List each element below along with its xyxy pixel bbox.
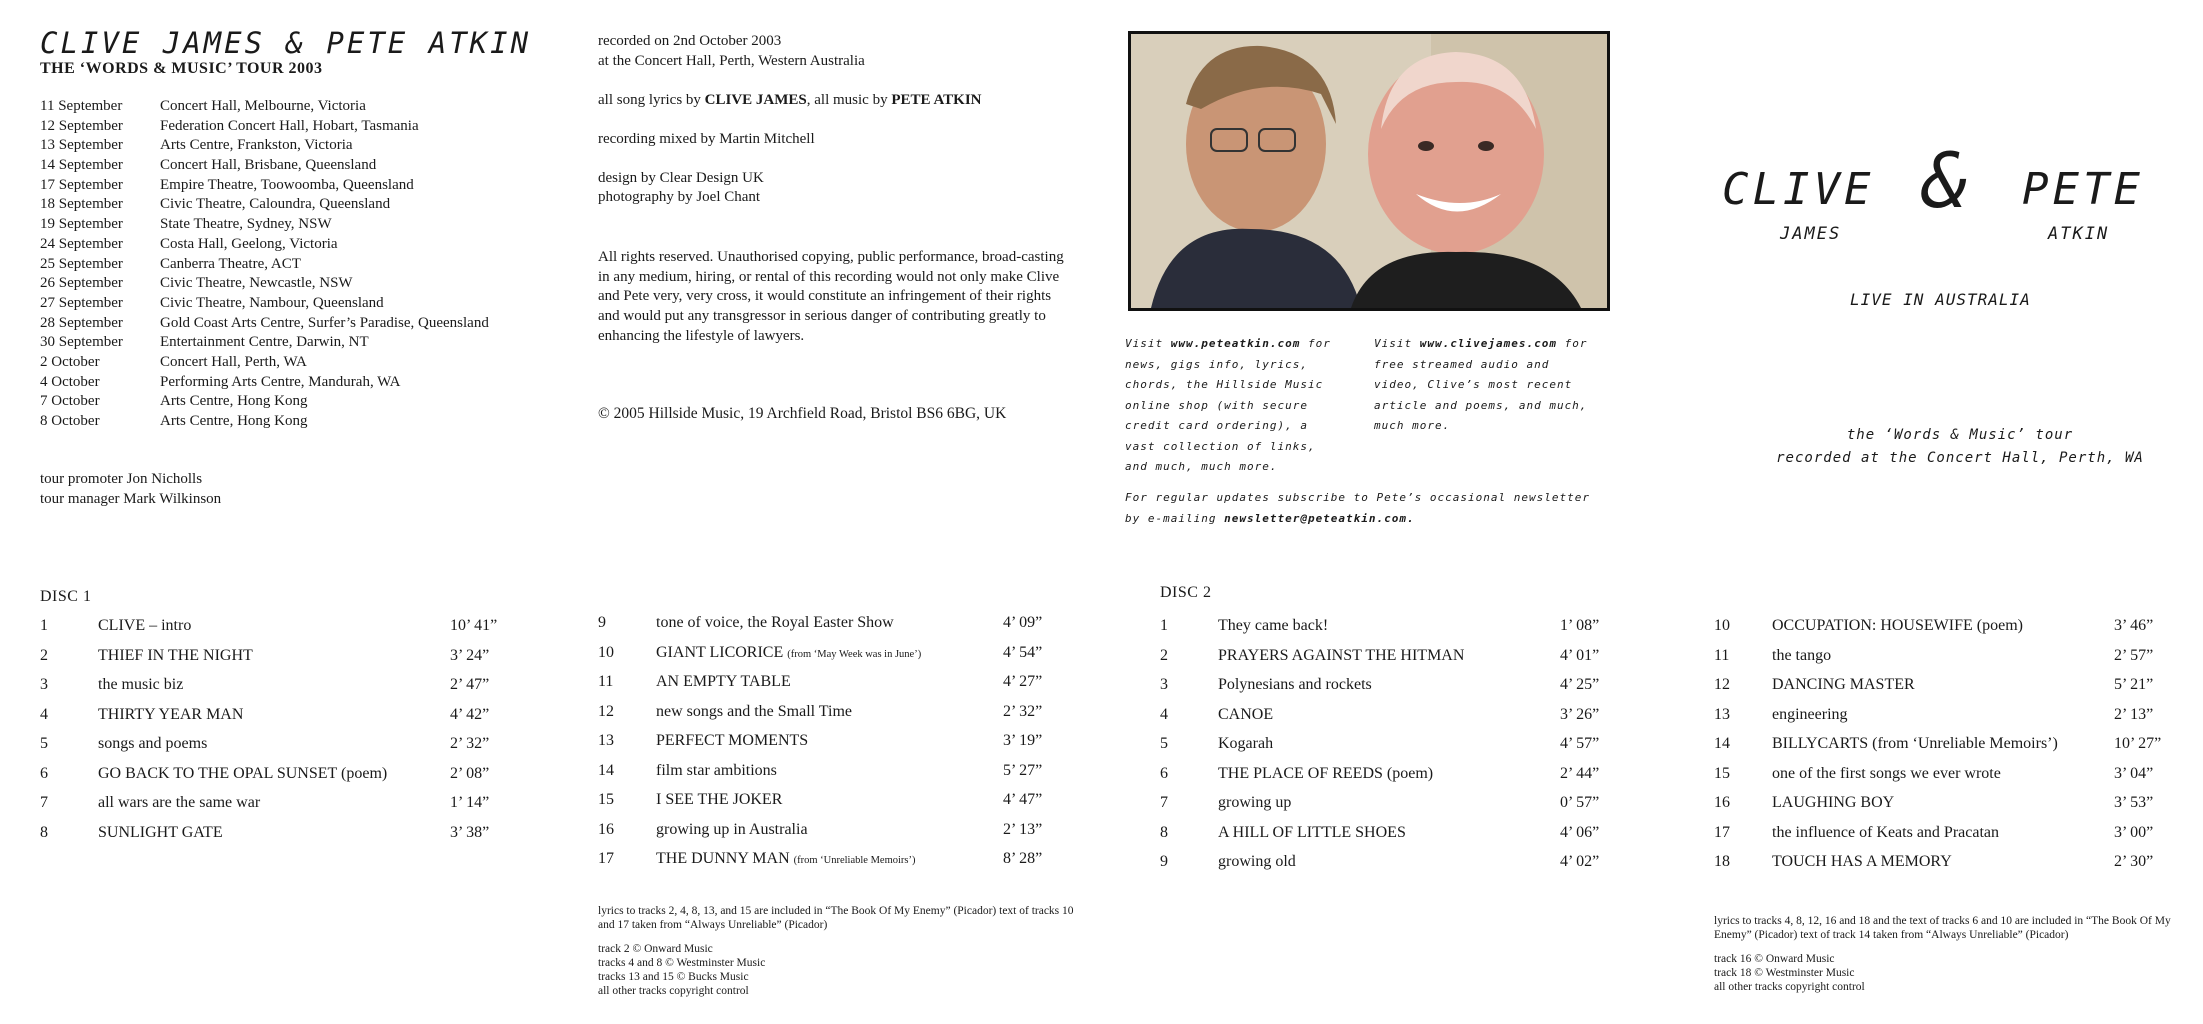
track-title: LAUGHING BOY: [1772, 794, 1895, 811]
tour-date-row: [40, 97, 489, 117]
track-row: [1714, 824, 2174, 854]
track-title-cell: [1218, 765, 1560, 783]
tour-date: 8 October: [40, 413, 100, 429]
disc1-notes: [598, 904, 1088, 998]
tour-date: 24 September: [40, 235, 123, 252]
photo-illustration: [1131, 34, 1607, 308]
track-title: THIRTY YEAR MAN: [98, 705, 244, 723]
tour-subtitle: THE ‘WORDS & MUSIC’ TOUR 2003: [40, 60, 323, 77]
track-time: 3’ 19”: [1003, 732, 1043, 749]
track-time: 4’ 57”: [1560, 735, 1600, 752]
track-title-cell: [1772, 794, 2114, 812]
logo-ampersand: &: [1922, 136, 1969, 225]
track-source: (from ‘May Week was in June’): [787, 648, 922, 660]
track-title-cell: [1772, 765, 2114, 783]
track-title: SUNLIGHT GATE: [98, 823, 223, 841]
disc1-tracklist-b: [598, 614, 1063, 880]
cover-tour-name: the ‘Words & Music’ tour: [1846, 427, 2074, 443]
track-number: 8: [40, 823, 48, 841]
tour-venue: Gold Coast Arts Centre, Surfer’s Paradise, Queensland: [160, 314, 489, 331]
disc2-notes: [1714, 914, 2184, 994]
track-time: 3’ 04”: [2114, 764, 2154, 782]
disc2-publisher-1: track 16 © Onward Music: [1714, 953, 1835, 965]
disc2-publisher-3: all other tracks copyright control: [1714, 981, 1865, 993]
track-title-cell: [1772, 617, 2114, 635]
track-number: 12: [598, 702, 614, 720]
track-time: 3’ 26”: [1560, 705, 1600, 723]
disc1-tracklist-a: [40, 617, 510, 853]
track-number: 5: [1160, 735, 1168, 752]
tour-date: 14 September: [40, 157, 123, 174]
track-number: 4: [1160, 705, 1168, 723]
track-title-cell: [1772, 853, 2114, 871]
tour-venue: Arts Centre, Hong Kong: [160, 413, 308, 429]
music-prefix: , all music by: [806, 91, 892, 108]
track-number: 5: [40, 735, 48, 752]
track-time: 1’ 14”: [450, 794, 490, 811]
tour-venue: State Theatre, Sydney, NSW: [160, 216, 332, 233]
logo-pete: PETE: [2022, 164, 2144, 215]
track-number: 3: [40, 676, 48, 693]
track-title-cell: [656, 850, 1003, 868]
track-row: [1160, 735, 1620, 765]
tour-venue: Costa Hall, Geelong, Victoria: [160, 235, 338, 252]
track-title: Kogarah: [1218, 735, 1274, 752]
tour-date-row: [40, 255, 489, 275]
cover-logo: [1722, 136, 2172, 250]
track-time: 10’ 41”: [450, 617, 498, 634]
tour-date-row: [40, 314, 489, 334]
track-row: [1714, 617, 2174, 647]
clive-visit-prefix: Visit: [1374, 337, 1420, 350]
track-title-cell: [656, 762, 1003, 780]
track-title: BILLYCARTS (from ‘Unreliable Memoirs’): [1772, 735, 2058, 752]
track-title-cell: [656, 791, 1003, 809]
track-row: [1714, 765, 2174, 795]
clive-website-blurb: [1374, 334, 1594, 437]
track-number: 1: [1160, 617, 1168, 634]
track-row: [598, 791, 1063, 821]
track-row: [1714, 647, 2174, 677]
tour-date-row: [40, 176, 489, 196]
track-number: 2: [1160, 646, 1168, 664]
track-row: [1714, 735, 2174, 765]
track-title-cell: [98, 676, 450, 694]
logo-james: JAMES: [1780, 224, 1842, 244]
track-time: 4’ 02”: [1560, 853, 1600, 870]
tour-venue: Concert Hall, Melbourne, Victoria: [160, 98, 366, 114]
track-time: 3’ 53”: [2114, 794, 2154, 811]
disc1-publisher-2: tracks 4 and 8 © Westminster Music: [598, 957, 766, 969]
track-row: [1160, 765, 1620, 795]
track-number: 11: [1714, 646, 1730, 664]
track-title-cell: [1218, 706, 1560, 724]
tour-venue: Performing Arts Centre, Mandurah, WA: [160, 373, 401, 390]
track-number: 10: [598, 643, 614, 661]
tour-promoter: tour promoter Jon Nicholls: [40, 471, 203, 487]
tour-date-row: [40, 195, 489, 215]
track-title: tone of voice, the Royal Easter Show: [656, 614, 894, 631]
track-title-cell: [656, 644, 1003, 662]
track-title: growing up: [1218, 794, 1292, 811]
tour-venue: Concert Hall, Brisbane, Queensland: [160, 157, 377, 174]
track-number: 13: [1714, 705, 1730, 723]
track-title: GO BACK TO THE OPAL SUNSET (poem): [98, 764, 388, 782]
track-time: 3’ 46”: [2114, 617, 2154, 634]
track-time: 2’ 30”: [2114, 853, 2154, 870]
track-number: 3: [1160, 676, 1168, 693]
track-title-cell: [98, 765, 450, 783]
track-title: engineering: [1772, 705, 1848, 723]
recorded-venue: at the Concert Hall, Perth, Western Australia: [598, 52, 865, 69]
tour-date: 27 September: [40, 294, 123, 311]
tour-venue: Civic Theatre, Nambour, Queensland: [160, 294, 384, 311]
track-time: 4’ 27”: [1003, 673, 1043, 690]
track-title: the music biz: [98, 676, 184, 693]
track-title-cell: [98, 794, 450, 812]
tour-date: 12 September: [40, 117, 123, 134]
track-time: 4’ 01”: [1560, 646, 1600, 664]
track-title-cell: [98, 735, 450, 753]
tour-date: 18 September: [40, 196, 123, 213]
tour-date-row: [40, 373, 489, 393]
track-time: 4’ 42”: [450, 705, 490, 723]
track-number: 15: [598, 791, 614, 808]
track-time: 2’ 44”: [1560, 764, 1600, 782]
track-title: Polynesians and rockets: [1218, 676, 1372, 693]
newsletter-blurb: [1125, 488, 1605, 529]
track-number: 14: [1714, 735, 1730, 752]
track-title-cell: [656, 732, 1003, 750]
track-time: 1’ 08”: [1560, 617, 1600, 634]
track-number: 8: [1160, 823, 1168, 841]
track-number: 15: [1714, 764, 1730, 782]
composer: PETE ATKIN: [891, 91, 982, 108]
newsletter-email[interactable]: newsletter@peteatkin.com.: [1224, 511, 1415, 525]
track-row: [598, 821, 1063, 851]
lyrics-prefix: all song lyrics by: [598, 91, 705, 108]
track-time: 2’ 08”: [450, 764, 490, 782]
track-row: [1714, 853, 2174, 883]
tour-date: 30 September: [40, 334, 123, 351]
track-row: [40, 765, 510, 795]
track-row: [598, 673, 1063, 703]
track-time: 5’ 21”: [2114, 676, 2154, 693]
tour-date: 28 September: [40, 314, 123, 331]
track-row: [1160, 824, 1620, 854]
track-title: one of the first songs we ever wrote: [1772, 764, 2001, 782]
tour-date: 26 September: [40, 275, 123, 292]
tour-date-row: [40, 412, 489, 432]
track-title: growing old: [1218, 853, 1296, 870]
track-row: [598, 703, 1063, 733]
track-time: 2’ 13”: [1003, 820, 1043, 838]
disc2-tracklist-a: [1160, 617, 1620, 883]
tour-date: 17 September: [40, 176, 123, 193]
lyricist: CLIVE JAMES: [704, 91, 807, 108]
track-row: [1160, 676, 1620, 706]
track-row: [1160, 647, 1620, 677]
tour-venue: Concert Hall, Perth, WA: [160, 353, 307, 370]
track-title-cell: [656, 614, 1003, 632]
tour-date: 13 September: [40, 137, 123, 154]
track-row: [1714, 676, 2174, 706]
disc1-lyrics-note: lyrics to tracks 2, 4, 8, 13, and 15 are included in “The Book Of My Enemy” (Picador) text of tracks 10 and 17 taken from “Always Unreliable” (Picador): [598, 905, 1074, 931]
tour-date-row: [40, 333, 489, 353]
cover-tour-line: [1770, 424, 2150, 470]
track-title: PERFECT MOMENTS: [656, 732, 809, 749]
recorded-date: recorded on 2nd October 2003: [598, 33, 782, 49]
track-time: 4’ 54”: [1003, 643, 1043, 661]
songwriting-credit: [598, 91, 1058, 111]
mix-credit: recording mixed by Martin Mitchell: [598, 130, 815, 147]
track-number: 16: [598, 820, 614, 838]
track-number: 16: [1714, 794, 1730, 811]
track-title: DANCING MASTER: [1772, 676, 1915, 693]
disc2-lyrics-note: lyrics to tracks 4, 8, 12, 16 and 18 and the text of tracks 6 and 10 are included in “The Book Of My Enemy” (Picador) text of track 14 taken from “Always Unreliable” (Picador): [1714, 915, 2171, 941]
rights-notice: All rights reserved. Unauthorised copying, public performance, broad-casting in any medium, hiring, or rental of this recording would not only make Clive and Pete very, very cross, it would constitute an infringement of their rights and would put any transgressor in serious danger of contributing greatly to enhancing the lifestyle of lawyers.: [598, 249, 1064, 344]
track-title: THE DUNNY MAN: [656, 850, 794, 867]
track-time: 0’ 57”: [1560, 794, 1600, 811]
tour-venue: Civic Theatre, Caloundra, Queensland: [160, 196, 391, 213]
credits-block: [598, 32, 1058, 227]
track-title: OCCUPATION: HOUSEWIFE (poem): [1772, 617, 2023, 634]
track-number: 7: [1160, 794, 1168, 811]
track-time: 2’ 47”: [450, 676, 490, 693]
cover-live-in-australia: LIVE IN AUSTRALIA: [1850, 290, 2031, 309]
tour-date-row: [40, 235, 489, 255]
track-time: 4’ 47”: [1003, 791, 1043, 808]
tour-venue: Arts Centre, Frankston, Victoria: [160, 137, 353, 154]
track-title: A HILL OF LITTLE SHOES: [1218, 823, 1406, 841]
track-title: I SEE THE JOKER: [656, 791, 783, 808]
tour-date-row: [40, 294, 489, 314]
clive-visit-text: for free streamed audio and video, Clive’s most recent article and poems, and much, much more.: [1374, 337, 1588, 432]
tour-date-row: [40, 136, 489, 156]
track-title-cell: [1772, 647, 2114, 665]
track-number: 9: [1160, 853, 1168, 870]
track-title: growing up in Australia: [656, 820, 808, 838]
tour-date: 25 September: [40, 255, 123, 272]
track-number: 7: [40, 794, 48, 811]
track-number: 13: [598, 732, 614, 749]
track-number: 6: [40, 764, 48, 782]
track-title: GIANT LICORICE: [656, 643, 788, 661]
artists-photo: [1128, 31, 1610, 311]
track-time: 3’ 00”: [2114, 823, 2154, 841]
logo-clive: CLIVE: [1722, 164, 1875, 215]
track-title: the tango: [1772, 646, 1832, 664]
track-title: They came back!: [1218, 617, 1329, 634]
tour-dates-list: [40, 97, 489, 432]
track-title: THIEF IN THE NIGHT: [98, 646, 253, 664]
tour-title: CLIVE JAMES & PETE ATKIN: [40, 26, 532, 60]
track-row: [40, 824, 510, 854]
tour-crew: [40, 470, 221, 509]
disc1-publisher-3: tracks 13 and 15 © Bucks Music: [598, 971, 749, 983]
track-number: 17: [1714, 823, 1730, 841]
track-row: [598, 614, 1063, 644]
track-title: CLIVE – intro: [98, 617, 192, 634]
track-title: all wars are the same war: [98, 794, 261, 811]
track-row: [40, 735, 510, 765]
track-title-cell: [98, 824, 450, 842]
pete-website-blurb: [1125, 334, 1345, 478]
tour-venue: Empire Theatre, Toowoomba, Queensland: [160, 176, 414, 193]
tour-venue: Federation Concert Hall, Hobart, Tasmania: [160, 117, 419, 134]
pete-visit-prefix: Visit: [1125, 337, 1171, 350]
track-number: 2: [40, 646, 48, 664]
track-row: [40, 794, 510, 824]
tour-date: 19 September: [40, 216, 123, 233]
recording-info: [598, 32, 1058, 71]
track-title: CANOE: [1218, 705, 1274, 723]
copyright-notice: © 2005 Hillside Music, 19 Archfield Road, Bristol BS6 6BG, UK: [598, 405, 1007, 422]
track-title-cell: [1218, 647, 1560, 665]
track-title: PRAYERS AGAINST THE HITMAN: [1218, 646, 1465, 664]
track-title-cell: [1218, 794, 1560, 812]
tour-venue: Canberra Theatre, ACT: [160, 255, 301, 272]
tour-date-row: [40, 353, 489, 373]
track-time: 8’ 28”: [1003, 850, 1043, 867]
track-row: [598, 644, 1063, 674]
clive-website-link[interactable]: www.clivejames.com: [1419, 337, 1557, 350]
track-number: 9: [598, 614, 606, 631]
logo-atkin: ATKIN: [2048, 224, 2110, 244]
pete-website-link[interactable]: www.peteatkin.com: [1170, 337, 1301, 350]
tour-date: 11 September: [40, 98, 123, 114]
track-row: [1160, 617, 1620, 647]
track-row: [40, 617, 510, 647]
track-number: 14: [598, 761, 614, 779]
track-time: 2’ 57”: [2114, 646, 2154, 664]
tour-date: 4 October: [40, 373, 100, 390]
track-title: film star ambitions: [656, 761, 777, 779]
track-time: 3’ 24”: [450, 646, 490, 664]
track-number: 18: [1714, 853, 1730, 870]
tour-date-row: [40, 215, 489, 235]
track-row: [40, 706, 510, 736]
track-row: [598, 762, 1063, 792]
disc2-tracklist-b: [1714, 617, 2174, 883]
disc2-publisher-2: track 18 © Westminster Music: [1714, 967, 1855, 979]
track-row: [1160, 794, 1620, 824]
track-number: 4: [40, 705, 48, 723]
track-title: AN EMPTY TABLE: [656, 673, 791, 690]
track-title: THE PLACE OF REEDS (poem): [1218, 764, 1434, 782]
track-title-cell: [1218, 735, 1560, 753]
design-credits: [598, 169, 1058, 208]
tour-date-row: [40, 274, 489, 294]
track-title-cell: [98, 706, 450, 724]
track-title-cell: [1218, 853, 1560, 871]
cover-recorded-at: recorded at the Concert Hall, Perth, WA: [1776, 450, 2144, 466]
tour-date-row: [40, 156, 489, 176]
track-row: [40, 676, 510, 706]
track-row: [40, 647, 510, 677]
track-row: [598, 850, 1063, 880]
tour-date: 2 October: [40, 353, 100, 370]
photography-credit: photography by Joel Chant: [598, 189, 761, 205]
track-title: the influence of Keats and Pracatan: [1772, 823, 2000, 841]
track-title-cell: [1772, 676, 2114, 694]
track-row: [1160, 853, 1620, 883]
track-number: 6: [1160, 764, 1168, 782]
track-title: TOUCH HAS A MEMORY: [1772, 853, 1952, 870]
disc2-label: DISC 2: [1160, 584, 1212, 601]
track-time: 4’ 06”: [1560, 823, 1600, 841]
track-title-cell: [1218, 824, 1560, 842]
track-title-cell: [656, 821, 1003, 839]
track-time: 4’ 09”: [1003, 614, 1043, 631]
track-time: 2’ 32”: [1003, 702, 1043, 720]
disc1-publisher-1: track 2 © Onward Music: [598, 943, 713, 955]
track-title-cell: [98, 617, 450, 635]
pete-visit-text: for news, gigs info, lyrics, chords, the Hillside Music online shop (with secure credit card ordering), a vast collection of links, and much, much more.: [1125, 337, 1331, 473]
track-time: 5’ 27”: [1003, 761, 1043, 779]
track-number: 12: [1714, 676, 1730, 693]
track-row: [598, 732, 1063, 762]
design-credit: design by Clear Design UK: [598, 169, 764, 186]
track-title-cell: [1218, 617, 1560, 635]
track-row: [1160, 706, 1620, 736]
track-number: 1: [40, 617, 48, 634]
track-title-cell: [656, 673, 1003, 691]
track-title: new songs and the Small Time: [656, 702, 853, 720]
tour-date-row: [40, 392, 489, 412]
tour-venue: Arts Centre, Hong Kong: [160, 393, 308, 410]
track-number: 10: [1714, 617, 1730, 634]
track-time: 2’ 13”: [2114, 705, 2154, 723]
tour-manager: tour manager Mark Wilkinson: [40, 490, 222, 507]
track-time: 4’ 25”: [1560, 676, 1600, 693]
tour-venue: Civic Theatre, Newcastle, NSW: [160, 275, 353, 292]
track-number: 17: [598, 850, 614, 867]
disc1-publisher-4: all other tracks copyright control: [598, 985, 749, 997]
track-title: songs and poems: [98, 735, 208, 752]
newsletter-text: For regular updates subscribe to Pete’s occasional newsletter by e-mailing: [1125, 491, 1590, 525]
track-row: [1714, 706, 2174, 736]
tour-date-row: [40, 117, 489, 137]
track-title-cell: [656, 703, 1003, 721]
track-time: 2’ 32”: [450, 735, 490, 752]
track-time: 3’ 38”: [450, 823, 490, 841]
tour-venue: Entertainment Centre, Darwin, NT: [160, 334, 369, 351]
track-row: [1714, 794, 2174, 824]
track-title-cell: [1772, 706, 2114, 724]
disc1-label: DISC 1: [40, 588, 92, 605]
track-title-cell: [1218, 676, 1560, 694]
track-title-cell: [98, 647, 450, 665]
track-title-cell: [1772, 824, 2114, 842]
track-source: (from ‘Unreliable Memoirs’): [793, 855, 916, 866]
track-number: 11: [598, 673, 614, 690]
tour-date: 7 October: [40, 393, 100, 410]
track-title-cell: [1772, 735, 2114, 753]
track-time: 10’ 27”: [2114, 735, 2162, 752]
